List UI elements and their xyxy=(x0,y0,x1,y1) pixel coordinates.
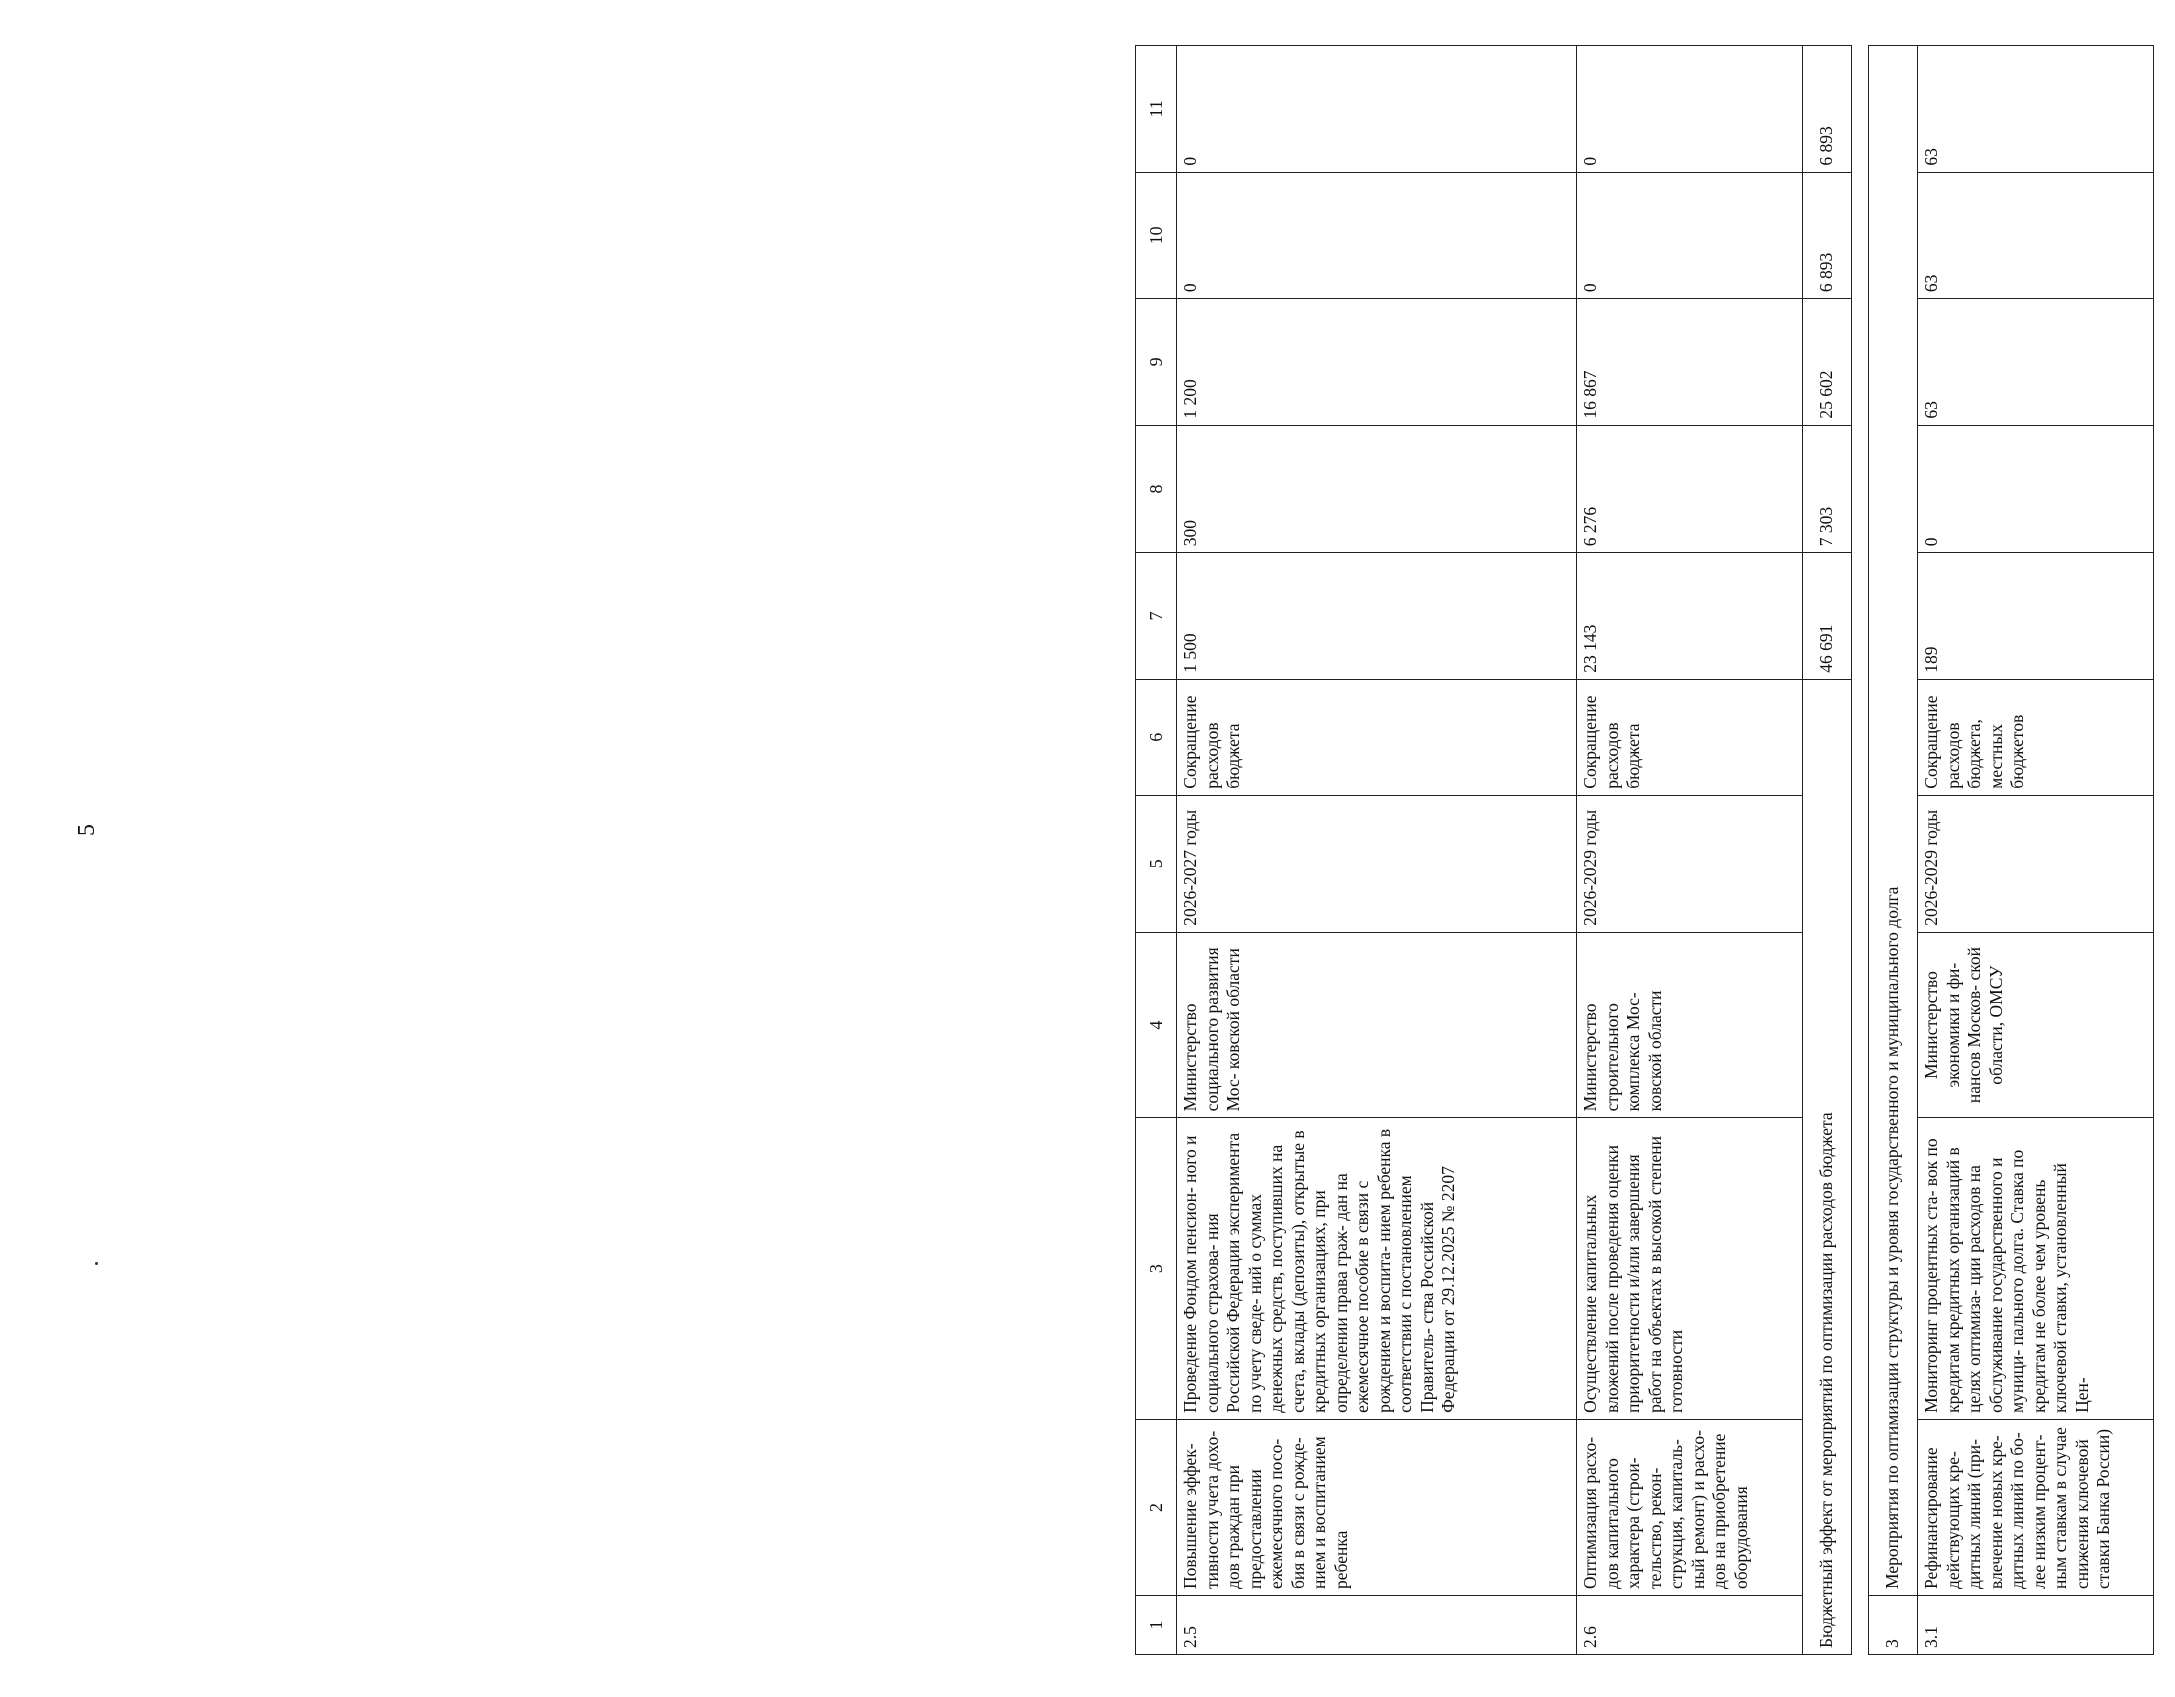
value-col-8: 6 276 xyxy=(1577,425,1803,553)
header-cell: 7 xyxy=(1136,553,1177,680)
implementation-period: 2026-2029 годы xyxy=(1918,795,2154,932)
table-row xyxy=(1918,46,2154,1655)
implementation-period: 2026-2027 годы xyxy=(1177,795,1577,932)
section-number: 3 xyxy=(1869,1595,1918,1654)
header-cell: 6 xyxy=(1136,679,1177,795)
value-col-8: 0 xyxy=(1918,425,2154,553)
value-col-9: 1 200 xyxy=(1177,299,1577,426)
responsible-body: Министерство социального развития Мос- ковской области xyxy=(1177,932,1577,1118)
expected-effect: Сокращение расходов бюджета xyxy=(1577,679,1803,795)
expected-effect: Сокращение расходов бюджета, местных бюджетов xyxy=(1918,679,2154,795)
measure-name: Рефинансирование действующих кре- дитных линий (при- влечение новых кре- дитных линий по бо- лее низким процент- ным ставкам в случае снижения ключевой ставки Банка России) xyxy=(1918,1419,2154,1595)
value-col-7: 23 143 xyxy=(1577,553,1803,680)
rotated-table-container xyxy=(1135,45,2175,1655)
measure-name: Повышение эффек- тивности учета дохо- дов граждан при предоставлении ежемесячного посо- бия в связи с рожде- нием и воспитанием ребенка xyxy=(1177,1419,1577,1595)
total-col-8: 7 303 xyxy=(1803,425,1852,553)
value-col-8: 300 xyxy=(1177,425,1577,553)
header-cell: 3 xyxy=(1136,1118,1177,1420)
expected-effect: Сокращение расходов бюджета xyxy=(1177,679,1577,795)
total-col-9: 25 602 xyxy=(1803,299,1852,426)
measures-table xyxy=(1135,45,2154,1655)
value-col-7: 189 xyxy=(1918,553,2154,680)
measure-name: Оптимизация расхо- дов капитального характера (строи- тельство, рекон- струкция, капиталь- ный ремонт) и расхо- дов на приобретение оборудования xyxy=(1577,1419,1803,1595)
row-number: 2.6 xyxy=(1577,1595,1803,1654)
section-title: Мероприятия по оптимизации структуры и уровня государственного и муниципального долга xyxy=(1869,46,1918,1596)
measure-description: Проведение Фондом пенсион- ного и социального страхова- ния Российской Федерации эксперимента по учету сведе- ний о суммах денежных средств, поступивших на счета, вклады (депозиты), открытые в кредитных организациях, при определении права граж- дан на ежемесячное пособие в связи с рождением и воспита- нием ребенка в соответствии с постановлением Правитель- ства Российской Федерации от 29.12.2025 № 2207 xyxy=(1177,1118,1577,1420)
measure-description: Мониторинг процентных ста- вок по кредитам кредитных организаций в целях оптимиза- ции расходов на обслуживание государственного и муници- пального долга. Ставка по кредитам не более чем уровень ключевой ставки, установленный Цен- xyxy=(1918,1118,2154,1420)
value-col-11: 63 xyxy=(1918,46,2154,173)
header-cell: 4 xyxy=(1136,932,1177,1118)
budget-total-row xyxy=(1803,46,1852,1655)
responsible-body: Министерство строительного комплекса Мос- ковской области xyxy=(1577,932,1803,1118)
responsible-body: Министерство экономики и фи- нансов Москов- ской области, ОМСУ xyxy=(1918,932,2154,1118)
row-number: 2.5 xyxy=(1177,1595,1577,1654)
header-cell: 2 xyxy=(1136,1419,1177,1595)
header-cell: 8 xyxy=(1136,425,1177,553)
table-row xyxy=(1577,46,1803,1655)
scan-dot xyxy=(95,1262,98,1265)
budget-total-label: Бюджетный эффект от мероприятий по оптимизации расходов бюджета xyxy=(1803,679,1852,1654)
value-col-11: 0 xyxy=(1177,46,1577,173)
total-col-11: 6 893 xyxy=(1803,46,1852,173)
header-cell: 5 xyxy=(1136,795,1177,932)
value-col-10: 0 xyxy=(1177,172,1577,299)
header-cell: 11 xyxy=(1136,46,1177,173)
header-row xyxy=(1136,46,1177,1655)
value-col-10: 63 xyxy=(1918,172,2154,299)
total-col-7: 46 691 xyxy=(1803,553,1852,680)
table-gap xyxy=(1852,46,1869,1655)
total-col-10: 6 893 xyxy=(1803,172,1852,299)
value-col-7: 1 500 xyxy=(1177,553,1577,680)
row-number: 3.1 xyxy=(1918,1595,2154,1654)
table-row xyxy=(1177,46,1577,1655)
section-row xyxy=(1869,46,1918,1655)
measure-description: Осуществление капитальных вложений после проведения оценки приоритетности и/или завершения работ на объектах в высокой степени готовности xyxy=(1577,1118,1803,1420)
implementation-period: 2026-2029 годы xyxy=(1577,795,1803,932)
header-cell: 10 xyxy=(1136,172,1177,299)
value-col-9: 16 867 xyxy=(1577,299,1803,426)
value-col-9: 63 xyxy=(1918,299,2154,426)
header-cell: 1 xyxy=(1136,1595,1177,1654)
value-col-11: 0 xyxy=(1577,46,1803,173)
value-col-10: 0 xyxy=(1577,172,1803,299)
page-number: 5 xyxy=(74,824,100,836)
header-cell: 9 xyxy=(1136,299,1177,426)
